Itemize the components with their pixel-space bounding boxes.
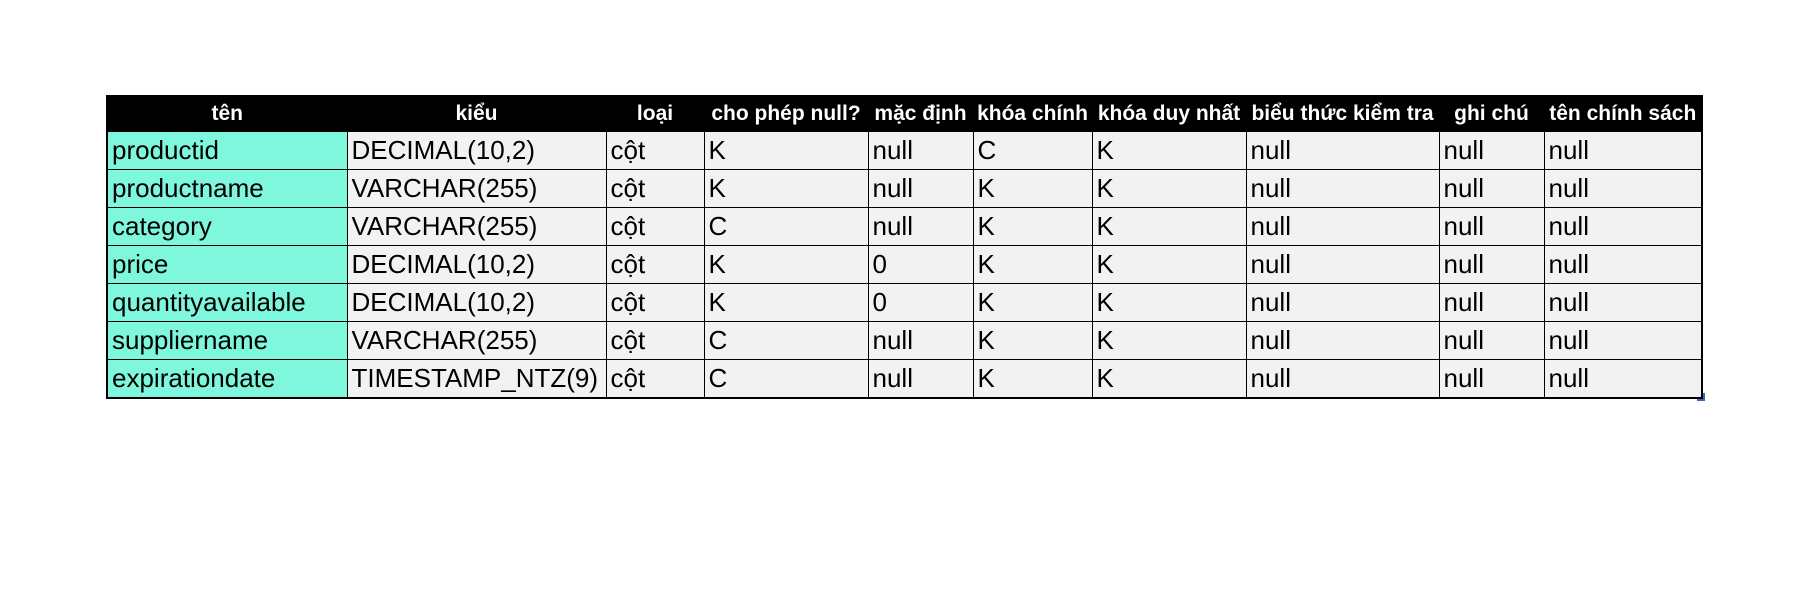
header-cho-phep-null[interactable]: cho phép null? [704, 96, 868, 132]
cell-ten[interactable]: price [107, 246, 347, 284]
cell-ten[interactable]: productid [107, 132, 347, 170]
cell-ghi-chu[interactable]: null [1439, 246, 1544, 284]
cell-ten-chinh-sach[interactable]: null [1544, 132, 1702, 170]
cell-mac-dinh[interactable]: 0 [868, 246, 973, 284]
cell-mac-dinh[interactable]: null [868, 170, 973, 208]
cell-bieu-thuc-kiem-tra[interactable]: null [1246, 208, 1439, 246]
cell-khoa-duy-nhat[interactable]: K [1092, 170, 1246, 208]
schema-table [106, 95, 1703, 399]
header-khoa-chinh[interactable]: khóa chính [973, 96, 1092, 132]
cell-cho-phep-null[interactable]: K [704, 170, 868, 208]
cell-khoa-duy-nhat[interactable]: K [1092, 322, 1246, 360]
cell-cho-phep-null[interactable]: K [704, 132, 868, 170]
cell-kieu[interactable]: VARCHAR(255) [347, 208, 606, 246]
header-ten[interactable]: tên [107, 96, 347, 132]
cell-khoa-chinh[interactable]: K [973, 284, 1092, 322]
cell-ten[interactable]: quantityavailable [107, 284, 347, 322]
cell-kieu[interactable]: DECIMAL(10,2) [347, 132, 606, 170]
cell-mac-dinh[interactable]: 0 [868, 284, 973, 322]
cell-ghi-chu[interactable]: null [1439, 360, 1544, 399]
cell-bieu-thuc-kiem-tra[interactable]: null [1246, 170, 1439, 208]
cell-khoa-duy-nhat[interactable]: K [1092, 284, 1246, 322]
header-ghi-chu[interactable]: ghi chú [1439, 96, 1544, 132]
table-row [107, 132, 1702, 170]
cell-mac-dinh[interactable]: null [868, 208, 973, 246]
cell-loai[interactable]: cột [606, 360, 704, 399]
header-loai[interactable]: loại [606, 96, 704, 132]
cell-cho-phep-null[interactable]: C [704, 360, 868, 399]
cell-kieu[interactable]: TIMESTAMP_NTZ(9) [347, 360, 606, 399]
cell-bieu-thuc-kiem-tra[interactable]: null [1246, 246, 1439, 284]
cell-kieu[interactable]: VARCHAR(255) [347, 322, 606, 360]
cell-cho-phep-null[interactable]: K [704, 284, 868, 322]
cell-ten-chinh-sach[interactable]: null [1544, 170, 1702, 208]
cell-khoa-duy-nhat[interactable]: K [1092, 360, 1246, 399]
cell-khoa-duy-nhat[interactable]: K [1092, 132, 1246, 170]
cell-bieu-thuc-kiem-tra[interactable]: null [1246, 360, 1439, 399]
cell-ghi-chu[interactable]: null [1439, 132, 1544, 170]
cell-ten[interactable]: productname [107, 170, 347, 208]
cell-ten[interactable]: category [107, 208, 347, 246]
cell-cho-phep-null[interactable]: C [704, 322, 868, 360]
table-row [107, 360, 1702, 399]
table-row [107, 170, 1702, 208]
header-row [107, 96, 1702, 132]
cell-loai[interactable]: cột [606, 246, 704, 284]
cell-khoa-chinh[interactable]: K [973, 360, 1092, 399]
cell-ten[interactable]: suppliername [107, 322, 347, 360]
cell-loai[interactable]: cột [606, 322, 704, 360]
cell-ten-chinh-sach[interactable]: null [1544, 246, 1702, 284]
cell-ghi-chu[interactable]: null [1439, 208, 1544, 246]
table-row [107, 284, 1702, 322]
cell-ten-chinh-sach[interactable]: null [1544, 284, 1702, 322]
cell-khoa-duy-nhat[interactable]: K [1092, 208, 1246, 246]
cell-mac-dinh[interactable]: null [868, 360, 973, 399]
cell-loai[interactable]: cột [606, 170, 704, 208]
header-bieu-thuc-kiem-tra[interactable]: biểu thức kiểm tra [1246, 96, 1439, 132]
cell-bieu-thuc-kiem-tra[interactable]: null [1246, 284, 1439, 322]
table-resize-handle-icon[interactable] [1697, 393, 1705, 401]
cell-cho-phep-null[interactable]: C [704, 208, 868, 246]
cell-mac-dinh[interactable]: null [868, 132, 973, 170]
header-khoa-duy-nhat[interactable]: khóa duy nhất [1092, 96, 1246, 132]
cell-khoa-chinh[interactable]: K [973, 246, 1092, 284]
cell-ten-chinh-sach[interactable]: null [1544, 208, 1702, 246]
header-ten-chinh-sach[interactable]: tên chính sách [1544, 96, 1702, 132]
cell-kieu[interactable]: DECIMAL(10,2) [347, 284, 606, 322]
table-row [107, 246, 1702, 284]
cell-khoa-chinh[interactable]: K [973, 170, 1092, 208]
table-row [107, 322, 1702, 360]
header-mac-dinh[interactable]: mặc định [868, 96, 973, 132]
cell-loai[interactable]: cột [606, 132, 704, 170]
cell-khoa-chinh[interactable]: C [973, 132, 1092, 170]
cell-ten-chinh-sach[interactable]: null [1544, 322, 1702, 360]
cell-ten-chinh-sach[interactable]: null [1544, 360, 1702, 399]
cell-loai[interactable]: cột [606, 284, 704, 322]
cell-cho-phep-null[interactable]: K [704, 246, 868, 284]
cell-khoa-duy-nhat[interactable]: K [1092, 246, 1246, 284]
cell-khoa-chinh[interactable]: K [973, 322, 1092, 360]
cell-ten[interactable]: expirationdate [107, 360, 347, 399]
cell-bieu-thuc-kiem-tra[interactable]: null [1246, 132, 1439, 170]
table-row [107, 208, 1702, 246]
cell-loai[interactable]: cột [606, 208, 704, 246]
cell-bieu-thuc-kiem-tra[interactable]: null [1246, 322, 1439, 360]
cell-ghi-chu[interactable]: null [1439, 322, 1544, 360]
cell-ghi-chu[interactable]: null [1439, 284, 1544, 322]
header-kieu[interactable]: kiểu [347, 96, 606, 132]
cell-kieu[interactable]: DECIMAL(10,2) [347, 246, 606, 284]
cell-kieu[interactable]: VARCHAR(255) [347, 170, 606, 208]
cell-mac-dinh[interactable]: null [868, 322, 973, 360]
cell-khoa-chinh[interactable]: K [973, 208, 1092, 246]
cell-ghi-chu[interactable]: null [1439, 170, 1544, 208]
